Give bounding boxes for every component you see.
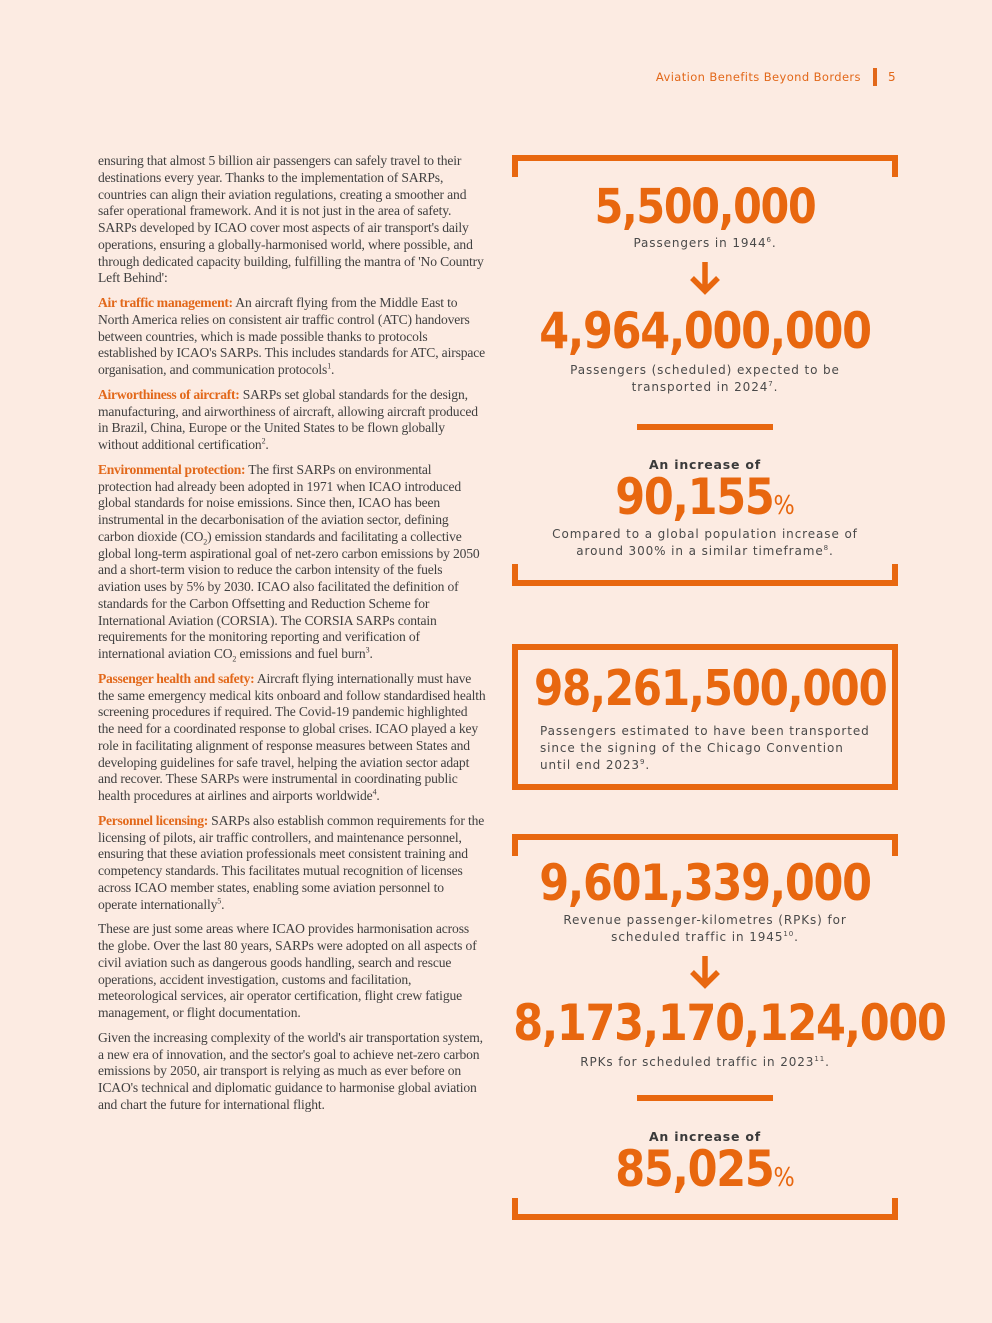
body-text-column <box>98 153 486 1122</box>
footnote-ref: 5 <box>217 895 222 905</box>
stat-passengers-2024: 4,964,000,000 <box>539 302 871 360</box>
caption-total-passengers: Passengers estimated to have been transported since the signing of the Chicago Convention until end 2023$^9$. <box>540 724 870 772</box>
section-passenger-health: Passenger health and safety: Aircraft flying internationally must have the same emergency medical kits onboard and follow standardised health screening procedures if required. The Covid-19 pandemic highlighted the need for a coordinated response to global crises. ICAO played a key role in facilitating alignment of response measures between States and developing guidelines for safe travel, helping the aviation sector adapt and recover. These SARPs were instrumental in coordinating public health procedures at airlines and airports worldwide$^4$. <box>98 670 486 803</box>
stat-passengers-1944: 5,500,000 <box>594 179 816 235</box>
section-environmental-protection: Environmental protection: The first SARPs on environmental protection had already been adopted in 1971 when ICAO introduced global standards for noise emissions. Since then, ICAO has been instrumental in the decarbonisation of the aviation sector, defining carbon dioxide $(CO_2)$ emission standards and facilitating a collective global long-term aspirational goal of net-zero carbon emissions by 2050 and a short-term vision to reduce the carbon intensity of the fuels aviation uses by 5% by 2030. ICAO also facilitated the definition of standards for the Carbon Offsetting and Reduction Scheme for International Aviation (CORSIA). The CORSIA SARPs contain requirements for the monitoring reporting and verification of international aviation $CO_2$ emissions and fuel burn$^3$. <box>98 461 480 664</box>
caption-passengers-1944: Passengers in 1944$^6$. <box>633 236 777 250</box>
stat-rpk-increase: 85,025% <box>615 1140 795 1198</box>
section-heading: Airworthiness of aircraft: <box>98 386 240 402</box>
stat-passenger-increase: 90,155% <box>615 468 795 526</box>
rpk-stats-panel <box>512 834 946 1220</box>
section-airworthiness: Airworthiness of aircraft: SARPs set global standards for the design, manufacturing, and airworthiness of aircraft, allowing aircraft produced in Brazil, China, Europe or the United States to be flown globally without additional certification$^2$. <box>98 386 478 452</box>
document-title: Aviation Benefits Beyond Borders <box>655 70 861 84</box>
footnote-ref: 4 <box>372 787 377 797</box>
section-personnel-licensing: Personnel licensing: SARPs also establish common requirements for the licensing of pilots, air traffic controllers, and maintenance personnel, ensuring that these aviation professionals meet consistent training and competency standards. This facilitates mutual recognition of licenses across ICAO member states, enabling some aviation personnel to operate internationally$^5$. <box>98 812 485 912</box>
footnote-ref: 3 <box>365 645 370 655</box>
section-text: The first SARPs on environmental protection had already been adopted in 1971 when ICAO introduced global standards for noise emissions. Since then, ICAO has been instrumental in the decarbonisation of the aviation sector, defining carbon dioxide (CO <box>98 461 461 544</box>
section-text: Aircraft flying internationally must have the same emergency medical kits onboard and follow standardised health screening procedures if required. The Covid-19 pandemic highlighted the need for a coordinated response to global crises. ICAO played a key role in facilitating alignment of response measures between States and developing guidelines for safe travel, helping the aviation sector adapt and recover. These SARPs were instrumental in coordinating public health procedures at airlines and airports worldwide <box>98 670 486 803</box>
caption-passengers-2024: Passengers (scheduled) expected to be transported in 2024$^7$. <box>570 363 840 394</box>
divider-rule <box>637 424 773 430</box>
caption-passenger-increase: Compared to a global population increase of around 300% in a similar timeframe$^8$. <box>552 527 858 558</box>
stat-total-passengers: 98,261,500,000 <box>534 660 887 717</box>
footnote-ref: 2 <box>261 436 266 446</box>
section-heading: Personnel licensing: <box>98 812 208 828</box>
stat-rpk-2023: 8,173,170,124,000 <box>513 994 946 1052</box>
arrow-down-icon <box>685 258 725 298</box>
bracket-bottom <box>512 564 898 586</box>
section-air-traffic-management: Air traffic management: An aircraft flying from the Middle East to North America relies on consistent air traffic control (ATC) handovers between countries, which is made possible thanks to protocols established by ICAO's SARPs. This includes standards for ATC, airspace organisation, and communication protocols$^1$. <box>98 295 486 377</box>
bracket-top <box>512 155 898 177</box>
caption-rpk-2023: RPKs for scheduled traffic in 2023$^{11}$. <box>580 1055 830 1069</box>
increase-label: An increase of <box>648 1129 762 1144</box>
stat-rpk-1945: 9,601,339,000 <box>539 854 871 912</box>
bracket-bottom <box>512 1198 898 1220</box>
footnote-ref: 1 <box>327 361 332 371</box>
conclusion-paragraph: Given the increasing complexity of the world's air transportation system, a new era of innovation, and the sector's goal to achieve net-zero carbon emissions by 2050, air transport is relying as much as ever before on ICAO's technical and diplomatic guidance to harmonise global aviation and chart the future for international flight. <box>98 1029 483 1112</box>
section-heading: Environmental protection: <box>98 461 246 477</box>
page-number: 5 <box>887 70 896 84</box>
areas-paragraph: These are just some areas where ICAO provides harmonisation across the globe. Over the last 80 years, SARPs were adopted on all aspects of civil aviation such as dangerous goods handling, search and rescue operations, accident investigation, customs and facilitation, meteorological services, air operator certification, flight crew fatigue management, or flight documentation. <box>98 921 477 1020</box>
section-heading: Passenger health and safety: <box>98 670 255 686</box>
arrow-down-icon <box>685 952 725 992</box>
section-text: SARPs set global standards for the design, manufacturing, and airworthiness of aircraft, allowing aircraft produced in Brazil, China, Europe or the United States to be flown globally without additional certification <box>98 386 478 452</box>
intro-paragraph: ensuring that almost 5 billion air passengers can safely travel to their destinations every year. Thanks to the implementation of SARPs, countries can align their aviation regulations, creating a smoother and safer operational framework. And it is not just in the area of safety. SARPs developed by ICAO cover most aspects of air transport's daily operations, ensuring a globally-harmonised world, where possible, and through dedicated capacity building, fulfilling the mantra of 'No Country Left Behind': <box>98 153 484 286</box>
increase-label: An increase of <box>648 457 762 472</box>
passenger-stats-panel <box>512 155 898 586</box>
caption-rpk-1945: Revenue passenger-kilometres (RPKs) for scheduled traffic in 1945$^{10}$. <box>563 913 847 944</box>
total-passengers-box <box>512 644 898 790</box>
section-text: An aircraft flying from the Middle East to North America relies on consistent air traffic control (ATC) handovers between countries, which is made possible thanks to protocols established by ICAO's SARPs. This includes standards for ATC, airspace organisation, and communication protocols <box>98 295 486 377</box>
header-divider <box>873 68 877 86</box>
page-header <box>656 68 896 86</box>
divider-rule <box>637 1095 773 1101</box>
section-heading: Air traffic management: <box>98 295 233 310</box>
section-text: SARPs also establish common requirements for the licensing of pilots, air traffic controllers, and maintenance personnel, ensuring that these aviation professionals meet consistent training and competency standards. This facilitates mutual recognition of licenses across ICAO member states, enabling some aviation personnel to operate internationally <box>98 812 485 912</box>
bracket-top <box>512 834 898 856</box>
